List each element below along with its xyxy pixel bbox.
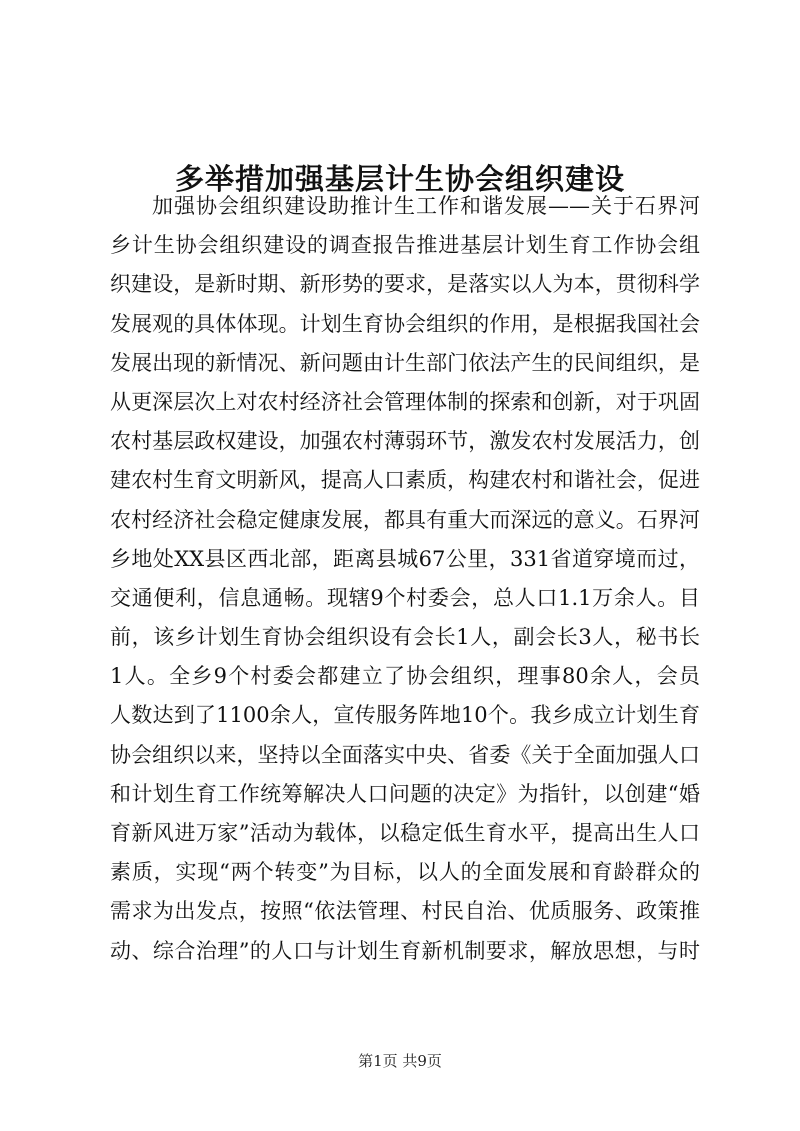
body-line: 农村基层政权建设，加强农村薄弱环节，激发农村发展活力，创 [110,429,700,454]
body-line: 乡计生协会组织建设的调查报告推进基层计划生育工作协会组 [110,233,700,258]
body-line: 协会组织以来，坚持以全面落实中央、省委《关于全面加强人口 [110,742,700,767]
body-line: 和计划生育工作统筹解决人口问题的决定》为指针，以创建“婚 [110,781,700,806]
body-line: 发展出现的新情况、新问题由计生部门依法产生的民间组织，是 [110,350,700,375]
body-line: 织建设，是新时期、新形势的要求，是落实以人为本，贯彻科学 [110,272,700,297]
body-line: 需求为出发点，按照“依法管理、村民自治、优质服务、政策推 [110,899,700,924]
body-line: 素质，实现“两个转变”为目标，以人的全面发展和育龄群众的 [110,860,700,885]
body-line: 从更深层次上对农村经济社会管理体制的探索和创新，对于巩固 [110,389,700,414]
page-number-footer: 第1页 共9页 [358,1052,442,1070]
body-line: 人数达到了1100余人，宣传服务阵地10个。我乡成立计划生育 [110,703,700,728]
body-line: 农村经济社会稳定健康发展，都具有重大而深远的意义。石界河 [110,507,700,532]
body-line: 交通便利，信息通畅。现辖9个村委会，总人口1.1万余人。目 [110,585,700,610]
body-line: 发展观的具体体现。计划生育协会组织的作用，是根据我国社会 [110,311,700,336]
body-line: 育新风进万家”活动为载体，以稳定低生育水平，提高出生人口 [110,821,700,845]
body-line: 动、综合治理”的人口与计划生育新机制要求，解放思想，与时 [110,938,700,963]
body-line: 1人。全乡9个村委会都建立了协会组织，理事80余人，会员 [110,664,700,689]
document-title: 多举措加强基层计生协会组织建设 [174,162,625,197]
document-body [110,187,700,971]
body-line: 加强协会组织建设助推计生工作和谐发展——关于石界河 [152,194,700,218]
body-line: 前，该乡计划生育协会组织设有会长1人，副会长3人，秘书长 [110,625,700,650]
body-line: 建农村生育文明新风，提高人口素质，构建农村和谐社会，促进 [110,468,700,493]
body-line: 乡地处XX县区西北部，距离县城67公里，331省道穿境而过， [110,546,700,571]
